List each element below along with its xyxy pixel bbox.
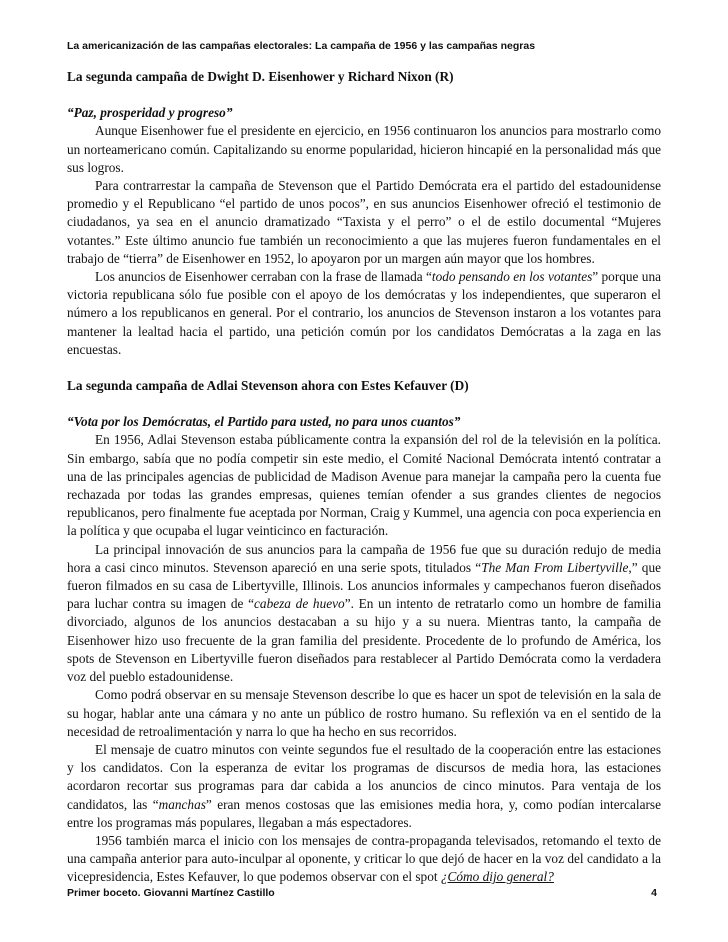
italic-phrase: cabeza de huevo: [254, 596, 345, 612]
page-footer: [67, 887, 661, 899]
text-run: ,” que fueron filmados en su casa de Libertyville, Illinois. Los anuncios informales y campechanos fueron diseñados para luchar contra su imagen de “: [67, 559, 661, 612]
section-heading-stevenson: La segunda campaña de Adlai Stevenson ahora con Estes Kefauver (D): [67, 378, 469, 394]
running-header: La americanización de las campañas electorales: La campaña de 1956 y las campañas negras: [67, 40, 536, 52]
paragraph: En 1956, Adlai Stevenson estaba públicamente contra la expansión del rol de la televisión en la política. Sin embargo, sabía que no podía competir sin este medio, el Comité Nacional Demócrata intentó contratar a una de las principales agencias de publicidad de Madison Avenue para manejar la campaña pero la cuenta fue rechazada por todas las grandes empresas, quienes temían ofender a sus grandes clientes de negocios republicanos, pero finalmente fue aceptada por Norman, Craig y Kummel, una agencia con poca experiencia en la política y que ocupaba el lugar veinticinco en facturación.: [67, 432, 661, 539]
paragraph: [67, 741, 661, 832]
text-run: ” eran menos costosas que las emisiones media hora, y, como podían intercalarse entre los programas más populares, llegaban a más espectadores.: [67, 796, 661, 830]
slogan-stevenson: “Vota por los Demócratas, el Partido para usted, no para unos cuantos”: [67, 414, 461, 430]
section-heading-eisenhower: La segunda campaña de Dwight D. Eisenhower y Richard Nixon (R): [67, 69, 454, 84]
text-run: El mensaje de cuatro minutos con veinte segundos fue el resultado de la cooperación entre las estaciones y los candidatos. Con la esperanza de evitar los programas de discursos de media hora, las estaciones acordaron recortar sus programas para dar cabida a los anuncios de cinco minutos. Para ventaja de los candidatos, las “: [67, 741, 661, 812]
slogan-eisenhower: “Paz, prosperidad y progreso”: [67, 105, 233, 121]
spot-link-text[interactable]: ¿Cómo dijo general?: [440, 869, 554, 885]
italic-phrase: todo pensando en los votantes: [431, 269, 593, 285]
paragraph: [67, 268, 661, 359]
paragraph: Para contrarrestar la campaña de Stevenson que el Partido Demócrata era el partido del estadounidense promedio y el Republicano “el partido de unos pocos”, en sus anuncios Eisenhower ofreció el testimonio de ciudadanos, ya sea en el anuncio dramatizado “Taxista y el perro” o el de estilo documental “Mujeres votantes.” Este último anuncio fue también un reconocimiento a que las mujeres fueron fundamentales en el trabajo de “tierra” de Eisenhower en 1952, lo apoyaron por un margen aún mayor que los hombres.: [67, 178, 661, 266]
paragraph: [67, 541, 661, 687]
footer-author: Primer boceto. Giovanni Martínez Castillo: [67, 887, 275, 899]
page-number: 4: [651, 887, 657, 899]
paragraph: Como podrá observar en su mensaje Stevenson describe lo que es hacer un spot de televisión en la sala de su hogar, hablar ante una cámara y no ante un público de rostro humano. Su reflexión va en el sentido de la necesidad de retroalimentación y narra lo que ha hecho en sus recorridos.: [67, 687, 661, 739]
italic-phrase: manchas: [158, 796, 206, 812]
page-content: [67, 68, 661, 887]
italic-phrase: The Man From Libertyville: [481, 559, 629, 575]
text-run: ” porque una victoria republicana sólo fue posible con el apoyo de los demócratas y los independientes, que superaron el número a los republicanos en general. Por el contrario, los anuncios de Stevenson instaron a los votantes para mantener la lealtad hacia el partido, una petición común por los candidatos Demócratas a la zaga en las encuestas.: [67, 269, 661, 357]
text-run: Los anuncios de Eisenhower cerraban con la frase de llamada “: [95, 269, 432, 285]
paragraph: Aunque Eisenhower fue el presidente en ejercicio, en 1956 continuaron los anuncios para mostrarlo como un norteamericano común. Capitalizando su enorme popularidad, hicieron hincapié en la personalidad más que sus logros.: [67, 123, 661, 175]
text-run: ”. En un intento de retratarlo como un hombre de familia divorciado, algunos de los anuncios destacaban a su hijo y a su nuera. Mientras tanto, la campaña de Eisenhower hizo uso frecuente de la gran familia del presidente. Procedente de lo profundo de América, los spots de Stevenson en Libertyville fueron diseñados para restablecer al Partido Demócrata como la verdadera voz del pueblo estadounidense.: [67, 596, 661, 685]
text-run: La principal innovación de sus anuncios para la campaña de 1956 fue que su duración redujo de media hora a casi cinco minutos. Stevenson apareció en una serie spots, titulados “: [67, 541, 661, 575]
text-run: 1956 también marca el inicio con los mensajes de contra-propaganda televisados, retomando el texto de una campaña anterior para auto-inculpar al oponente, y criticar lo que dejó de hacer en la voz del candidato a la vicepresidencia, Estes Kefauver, lo que podemos observar con el spot: [67, 832, 661, 885]
paragraph: [67, 832, 661, 887]
spot-link[interactable]: [441, 869, 554, 884]
